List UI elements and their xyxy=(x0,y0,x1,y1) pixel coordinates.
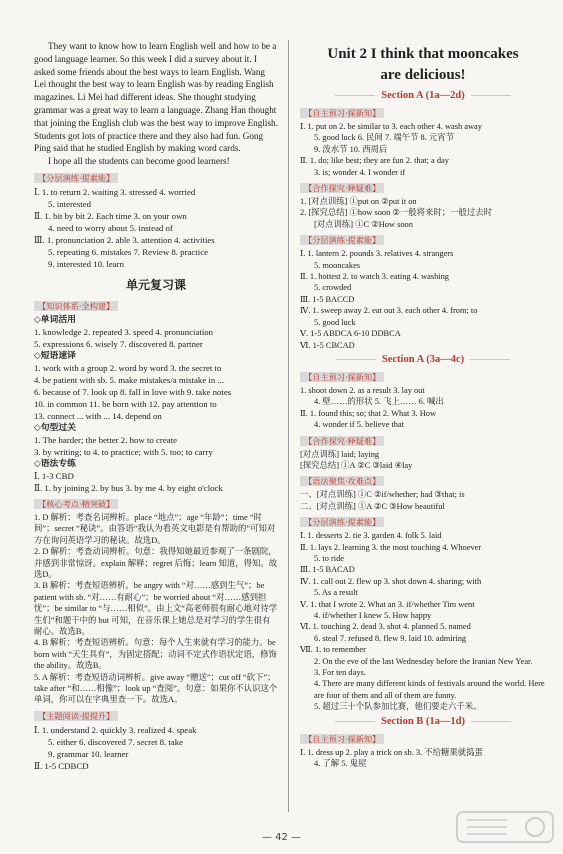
section-label-practice: 【分层演练·提素能】 xyxy=(34,173,118,183)
answer-line: Ⅵ. 1. touching 2. dead 3. shot 4. planned 5. named xyxy=(300,622,471,632)
answer-line: 4. if/whether I knew 5. How happy xyxy=(314,611,432,620)
section-label: 【语法聚焦·攻难点】 xyxy=(300,476,384,486)
section-heading-b1: Section B (1a—1d) xyxy=(300,716,546,727)
answer-line: 9. interested 10. learn xyxy=(48,258,124,269)
answer-line: 5. repeating 6. mistakes 7. Review 8. practice xyxy=(48,246,209,257)
answer-line: 9. 泼水节 10. 西周后 xyxy=(314,144,388,154)
answer-line: 5. good luck xyxy=(314,317,356,327)
core-item: 4. B 解析：考查短语辨析。句意：每个人生来就有学习的能力。be born with “天生具有”，为固定搭配；动词不定式作语状定语，修饰 the ability。故选B。 xyxy=(34,638,277,671)
answer-line: Ⅱ. 1. do; like best; they are fun 2. that; a day xyxy=(300,156,449,166)
unit-title-line: are delicious! xyxy=(380,67,466,83)
survey-closing: I hope all the students can become good learners! xyxy=(48,156,230,167)
answer-line: 5. As a result xyxy=(314,588,358,598)
answer-line: 5. expressions 6. wisely 7. discovered 8. partner xyxy=(34,338,203,349)
answer-line: 2. On the eve of the last Wednesday before the Iranian New Year. xyxy=(314,656,533,666)
section-label-reading: 【主题阅读·提提升】 xyxy=(34,711,118,721)
answer-line: Ⅱ. 1. found this; so; that 2. What 3. How xyxy=(300,408,437,418)
answer-line: 5. either 6. discovered 7. secret 8. take xyxy=(48,736,184,747)
answer-line: 4. 了解 5. 鬼屋 xyxy=(314,759,367,769)
answer-line: Ⅰ. 1. desserts 2. tie 3. garden 4. folk 5. laid xyxy=(300,531,442,541)
answer-line: [对点训练] laid; laying xyxy=(300,449,380,459)
answer-line: 3. For ten days. xyxy=(314,668,366,678)
section-label: 【合作探究·释疑难】 xyxy=(300,436,384,446)
answer-line: 4. be patient with sb. 5. make mistakes/a mistake in ... xyxy=(34,374,225,385)
answer-line: Ⅱ. 1. bit by bit 2. Each time 3. on your own xyxy=(34,210,187,221)
sentence-heading: ◇句型过关 xyxy=(34,422,76,433)
section-label-core: 【核心考点·精突破】 xyxy=(34,499,118,509)
phrase-heading: ◇短语速译 xyxy=(34,350,76,361)
core-item: 3. B 解析：考查短语辨析。be angry with “对……感到生气”；be patient with sb. “对……有耐心”；be worried about “对……感到担忧”；be similar to “与……相似”。由上文“高老师很有耐心地对待学生们”和题干中的 but 可知，在音乐课上她总是对学习的学生很有耐心。故选B。 xyxy=(34,581,278,637)
answer-line: 5. good luck 6. 民间 7. 端午节 8. 元宵节 xyxy=(314,133,455,143)
answer-line: Ⅱ. 1. lays 2. learning 3. the most touching 4. Whoever xyxy=(300,542,482,552)
section-label-knowledge: 【知识体系·全构建】 xyxy=(34,301,118,311)
answer-line: 4. need to worry about 5. instead of xyxy=(48,222,173,233)
answer-line: 二、[对点训练] ①A ②C ③How beautiful xyxy=(300,501,445,511)
answer-line: Ⅰ. 1. to return 2. waiting 3. stressed 4. worried xyxy=(34,186,196,197)
section-label: 【分层演练·提素能】 xyxy=(300,235,384,245)
answer-line: 5. mooncakes xyxy=(314,260,361,270)
section-label: 【自主预习·探新知】 xyxy=(300,108,384,118)
survey-paragraph: They want to know how to learn English well and how to be a good language learner. So this week I did a survey about it. I asked some friends about the best ways to learn English. Wang Lei thought the best way to learn English was by reading English magazines. Li Mei had different ideas. She thought studying grammar was a great way to learn a language. Zhang Han thought that joining the English club was the best way to improve English. Students got lots of practice there and they also had fun. Gong Ping said that he studied English by making word cards. xyxy=(34,41,278,154)
answer-line: 13. connect ... with ... 14. depend on xyxy=(34,410,162,421)
answer-line: Ⅲ. 1-5 BACCD xyxy=(300,294,355,304)
answer-line: Ⅱ. 1. hottest 2. to watch 3. eating 4. washing xyxy=(300,272,449,282)
answer-line: 4. 壁……的形状 5. 飞上…… 6. 喊出 xyxy=(314,397,444,407)
answer-line: Ⅴ. 1-5 ABDCA 6-10 DDBCA xyxy=(300,329,401,339)
answer-line: Ⅱ. 1. by joining 2. by bus 3. by me 4. by eight o'clock xyxy=(34,482,223,493)
answer-line: 1. knowledge 2. repeated 3. speed 4. pronunciation xyxy=(34,326,214,337)
section-heading-a1: Section A (1a—2d) xyxy=(300,90,546,101)
section-label: 【合作探究·释疑难】 xyxy=(300,183,384,193)
watermark-logo-icon xyxy=(455,808,555,846)
core-item: 2. D 解析：考查动词辨析。句意：我得知她最近参观了一条剧院，并感到非常惊讶。explain 解释；regret 后悔；learn 知道，得知。故选D。 xyxy=(34,547,278,579)
grammar-heading: ◇语法专练 xyxy=(34,458,76,469)
answer-line: 10. in common 11. be born with 12. pay attention to xyxy=(34,398,217,409)
answer-line: Ⅳ. 1. call out 2. flew up 3. shot down 4. sharing; with xyxy=(300,576,482,586)
section-label: 【自主预习·探新知】 xyxy=(300,372,384,382)
answer-line: 1. shoot down 2. as a result 3. lay out xyxy=(300,385,425,395)
section-label: 【分层演练·提素能】 xyxy=(300,517,384,527)
answer-line: Ⅰ. 1. put on 2. be similar to 3. each other 4. wash away xyxy=(300,122,482,131)
section-label: 【自主预习·探新知】 xyxy=(300,734,384,744)
answer-line: Ⅳ. 1. sweep away 2. eat out 3. each other 4. from; to xyxy=(300,306,478,316)
unit-title xyxy=(300,44,546,86)
unit-title-line: Unit 2 I think that mooncakes xyxy=(327,46,519,62)
answer-line: Ⅲ. 1. pronunciation 2. able 3. attention 4. activities xyxy=(34,234,215,245)
answer-line: 9. grammar 10. learner xyxy=(48,748,129,759)
answer-line: 4. wonder if 5. believe that xyxy=(314,420,405,430)
answer-line: Ⅰ. 1. lantern 2. pounds 3. relatives 4. strangers xyxy=(300,249,454,259)
answer-line: 5. 超过三十个队参加比赛，他们要走六千米。 xyxy=(314,702,482,712)
answer-line: Ⅱ. 1-5 CDBCD xyxy=(34,760,89,771)
answer-line: [探究总结] ①A ②C ③laid ④lay xyxy=(300,460,413,470)
left-column xyxy=(34,40,278,772)
answer-line: [对点训练] ①C ②How soon xyxy=(314,219,413,229)
answer-line: Ⅰ. 1. understand 2. quickly 3. realized 4. speak xyxy=(34,724,197,735)
answer-line: 4. There are many different kinds of festivals around the world. Here are four of them and all of them are funny. xyxy=(314,679,545,700)
answer-line: 5. interested xyxy=(48,198,91,209)
core-item: 1. D 解析：考查名词辨析。place “地点”；age “年龄”；time “时间”；secret “秘诀”。由答语“我认为看英文电影是有帮助的”可知对方在询问英语学习的秘诀。故选D。 xyxy=(34,512,276,545)
column-divider xyxy=(288,40,289,812)
practice-answers xyxy=(34,186,278,270)
vocab-heading: ◇单词活用 xyxy=(34,314,76,325)
answer-line: 6. because of 7. look up 8. fall in love with 9. take notes xyxy=(34,386,232,397)
core-item: 5. A 解析：考查短语动词辨析。give away “赠送”；cut off “砍下”；take after “和……相像”；look up “查阅”。句意：如果你不认识这个单词，你可以在字典里查一下。故选A。 xyxy=(34,672,278,705)
answer-line: 3. by writing; to 4. to practice; with 5. too; to carry xyxy=(34,446,213,457)
answer-line: Ⅰ. 1-3 CBD xyxy=(34,470,74,481)
answer-line: 1. work with a group 2. word by word 3. the secret to xyxy=(34,362,222,373)
answer-line: Ⅲ. 1-5 BACAD xyxy=(300,565,355,575)
answer-line: 1. [对点训练] ①put on ②put it on xyxy=(300,197,417,207)
answer-line: 2. [探究总结] ①how soon ②一般将来时；一般过去时 xyxy=(300,208,492,218)
review-heading: 单元复习课 xyxy=(125,277,186,292)
answer-line: 一、[对点训练] ①C ②if/whether; had ③that; is xyxy=(300,490,465,500)
answer-line: Ⅶ. 1. to remember xyxy=(300,645,366,655)
page-number: — 42 — xyxy=(261,832,302,843)
answer-line: Ⅴ. 1. that I wrote 2. What an 3. if/whether Tim went xyxy=(300,599,475,609)
answer-line: 5. crowded xyxy=(314,283,352,293)
answer-line: 3. is; wonder 4. I wonder if xyxy=(314,167,406,177)
answer-line: Ⅰ. 1. dress up 2. play a trick on sb. 3. 不给糖果就捣蛋 xyxy=(300,747,483,757)
right-column xyxy=(300,40,546,769)
section-heading-a2: Section A (3a—4c) xyxy=(300,354,546,365)
answer-line: Ⅵ. 1-5 CBCAD xyxy=(300,340,355,350)
answer-line: 5. to ride xyxy=(314,553,345,563)
answer-line: 6. steal 7. refused 8. flew 9. laid 10. admiring xyxy=(314,633,467,643)
answer-line: 1. The harder; the better 2. how to create xyxy=(34,434,177,445)
